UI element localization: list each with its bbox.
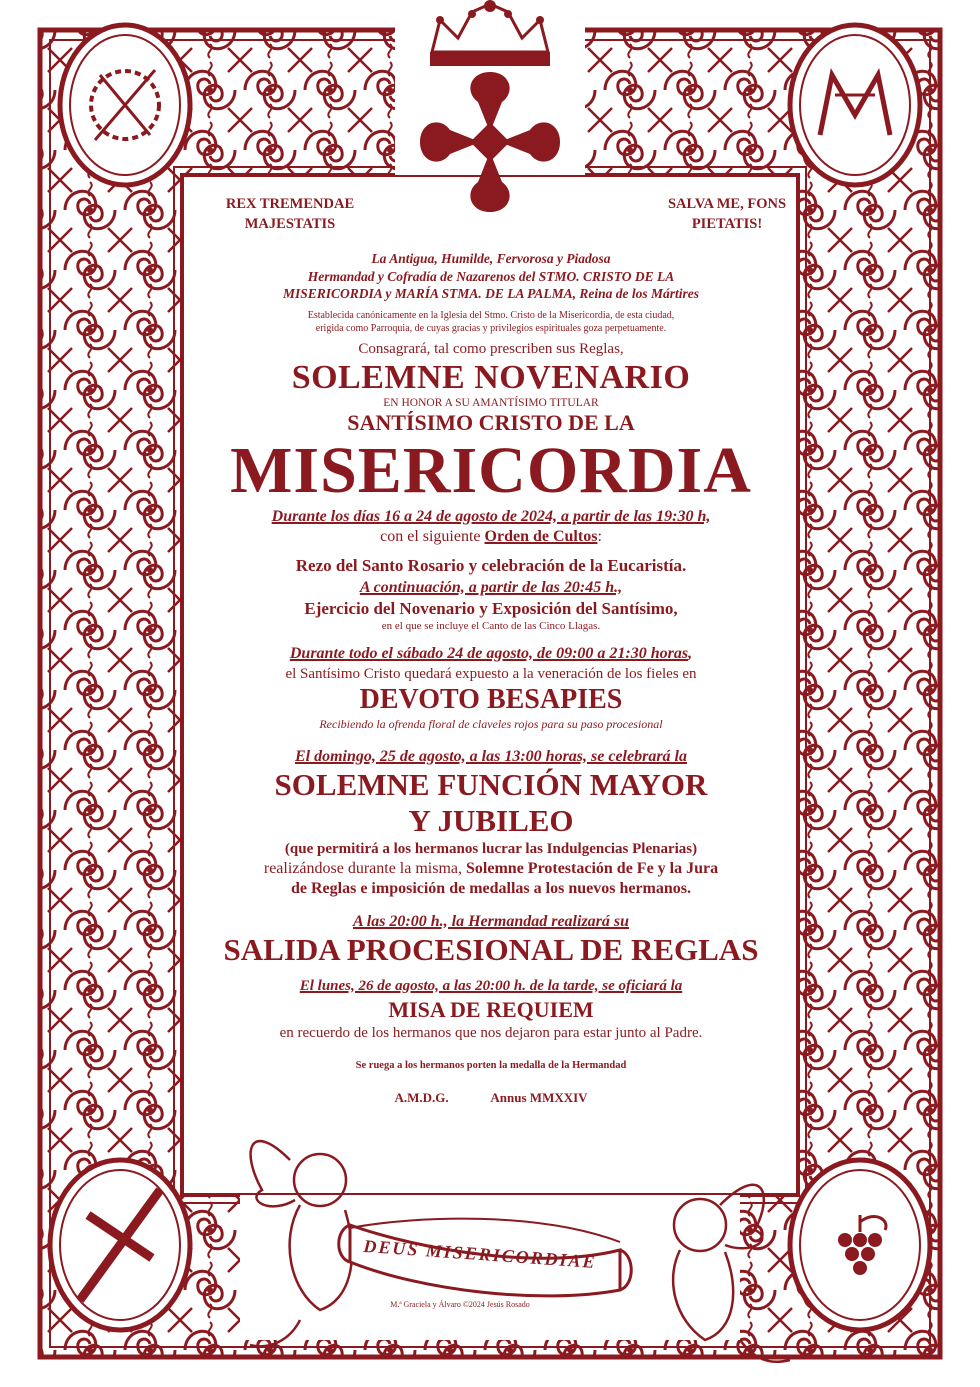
realizando-pre: realizándose durante la misma, bbox=[263, 859, 467, 877]
misericordia-title: MISERICORDIA bbox=[230, 433, 752, 507]
crown-of-thorns-icon bbox=[60, 25, 190, 185]
orden-post: : bbox=[597, 527, 602, 545]
orden-pre: con el siguiente bbox=[380, 527, 485, 545]
realizando-line bbox=[185, 859, 797, 879]
orden-line bbox=[185, 527, 797, 547]
salida-title: SALIDA PROCESIONAL DE REGLAS bbox=[223, 931, 759, 967]
salida-when: A las 20:00 h., la Hermandad realizará su bbox=[352, 912, 630, 930]
besapies-when: Durante todo el sábado 24 de agosto, de 09:00 a 21:30 horas bbox=[289, 644, 689, 662]
besapies-when-post: , bbox=[688, 644, 693, 662]
requiem-title: MISA DE REQUIEM bbox=[388, 996, 594, 1022]
poster-content bbox=[185, 180, 797, 1190]
banner-inscription: DEUS MISERICORDIAE bbox=[362, 1235, 598, 1273]
intro-small-2: erigida como Parroquia, de cuyas gracias y privilegios espirituales goza perpetuamente. bbox=[315, 322, 667, 334]
consagrara-text: Consagrará, tal como prescriben sus Reglas, bbox=[358, 340, 624, 357]
besapies-desc: el Santísimo Cristo quedará expuesto a la veneración de los fieles en bbox=[285, 665, 697, 682]
motto-right bbox=[637, 194, 817, 234]
cristo-text: SANTÍSIMO CRISTO DE LA bbox=[347, 409, 635, 435]
amdg-line bbox=[185, 1089, 797, 1106]
intro-line-2: Hermandad y Cofradía de Nazarenos del STMO. CRISTO DE LA bbox=[307, 268, 675, 284]
intro-small-1: Establecida canónicamente en la Iglesia del Stmo. Cristo de la Misericordia, de esta ciudad, bbox=[307, 309, 675, 321]
intro-line-1: La Antigua, Humilde, Fervorosa y Piadosa bbox=[371, 251, 611, 266]
canto-text: en el que se incluye el Canto de las Cinco Llagas. bbox=[381, 619, 601, 632]
besapies-title: DEVOTO BESAPIES bbox=[359, 683, 623, 715]
intro-line-3: MISERICORDIA y MARÍA STMA. DE LA PALMA, Reina de los Mártires bbox=[282, 286, 700, 301]
besapies-ofrenda: Recibiendo la ofrenda floral de claveles rojos para su paso procesional bbox=[319, 716, 663, 731]
reglas-text: de Reglas e imposición de medallas a los nuevos hermanos. bbox=[290, 879, 691, 897]
ejercicio-text: Ejercicio del Novenario y Exposición del Santísimo, bbox=[304, 598, 678, 618]
indulgencias-text: (que permitirá a los hermanos lucrar las Indulgencias Plenarias) bbox=[284, 840, 698, 857]
funcion-when: El domingo, 25 de agosto, a las 13:00 horas, se celebrará la bbox=[294, 747, 687, 765]
medalla-text: Se ruega a los hermanos porten la medalla de la Hermandad bbox=[355, 1059, 627, 1071]
marian-monogram-icon bbox=[790, 25, 920, 185]
requiem-when: El lunes, 26 de agosto, a las 20:00 h. de la tarde, se oficiará la bbox=[299, 977, 683, 994]
grapes-icon bbox=[790, 1160, 930, 1330]
funcion-title-1: SOLEMNE FUNCIÓN MAYOR bbox=[274, 766, 708, 802]
novenario-dates: Durante los días 16 a 24 de agosto de 2024, a partir de las 19:30 h, bbox=[271, 507, 711, 525]
motto-left bbox=[185, 194, 385, 234]
rezo-text: Rezo del Santo Rosario y celebración de la Eucaristía. bbox=[295, 555, 687, 575]
besapies-when-line bbox=[185, 643, 797, 664]
motto-left-text: REX TREMENDAE MAJESTATIS bbox=[225, 196, 355, 232]
annus-text: Annus MMXXIV bbox=[490, 1089, 588, 1105]
amdg-text: A.M.D.G. bbox=[394, 1089, 449, 1105]
novenario-title: SOLEMNE NOVENARIO bbox=[291, 358, 691, 396]
realizando-bold: Solemne Protestación de Fe y la Jura bbox=[466, 859, 719, 877]
funcion-title-2: Y JUBILEO bbox=[408, 802, 574, 838]
artist-signature: M.ª Graciela y Álvaro ©2024 Jesús Rosado bbox=[390, 1300, 530, 1309]
cross-icon bbox=[50, 1160, 190, 1330]
honor-text: EN HONOR A SU AMANTÍSIMO TITULAR bbox=[383, 396, 599, 409]
continuacion-text: A continuación, a partir de las 20:45 h., bbox=[359, 578, 623, 596]
motto-right-text: SALVA ME, FONS PIETATIS! bbox=[667, 196, 787, 232]
requiem-desc: en recuerdo de los hermanos que nos dejaron para estar junto al Padre. bbox=[279, 1024, 703, 1041]
orden-cultos: Orden de Cultos bbox=[484, 527, 598, 545]
